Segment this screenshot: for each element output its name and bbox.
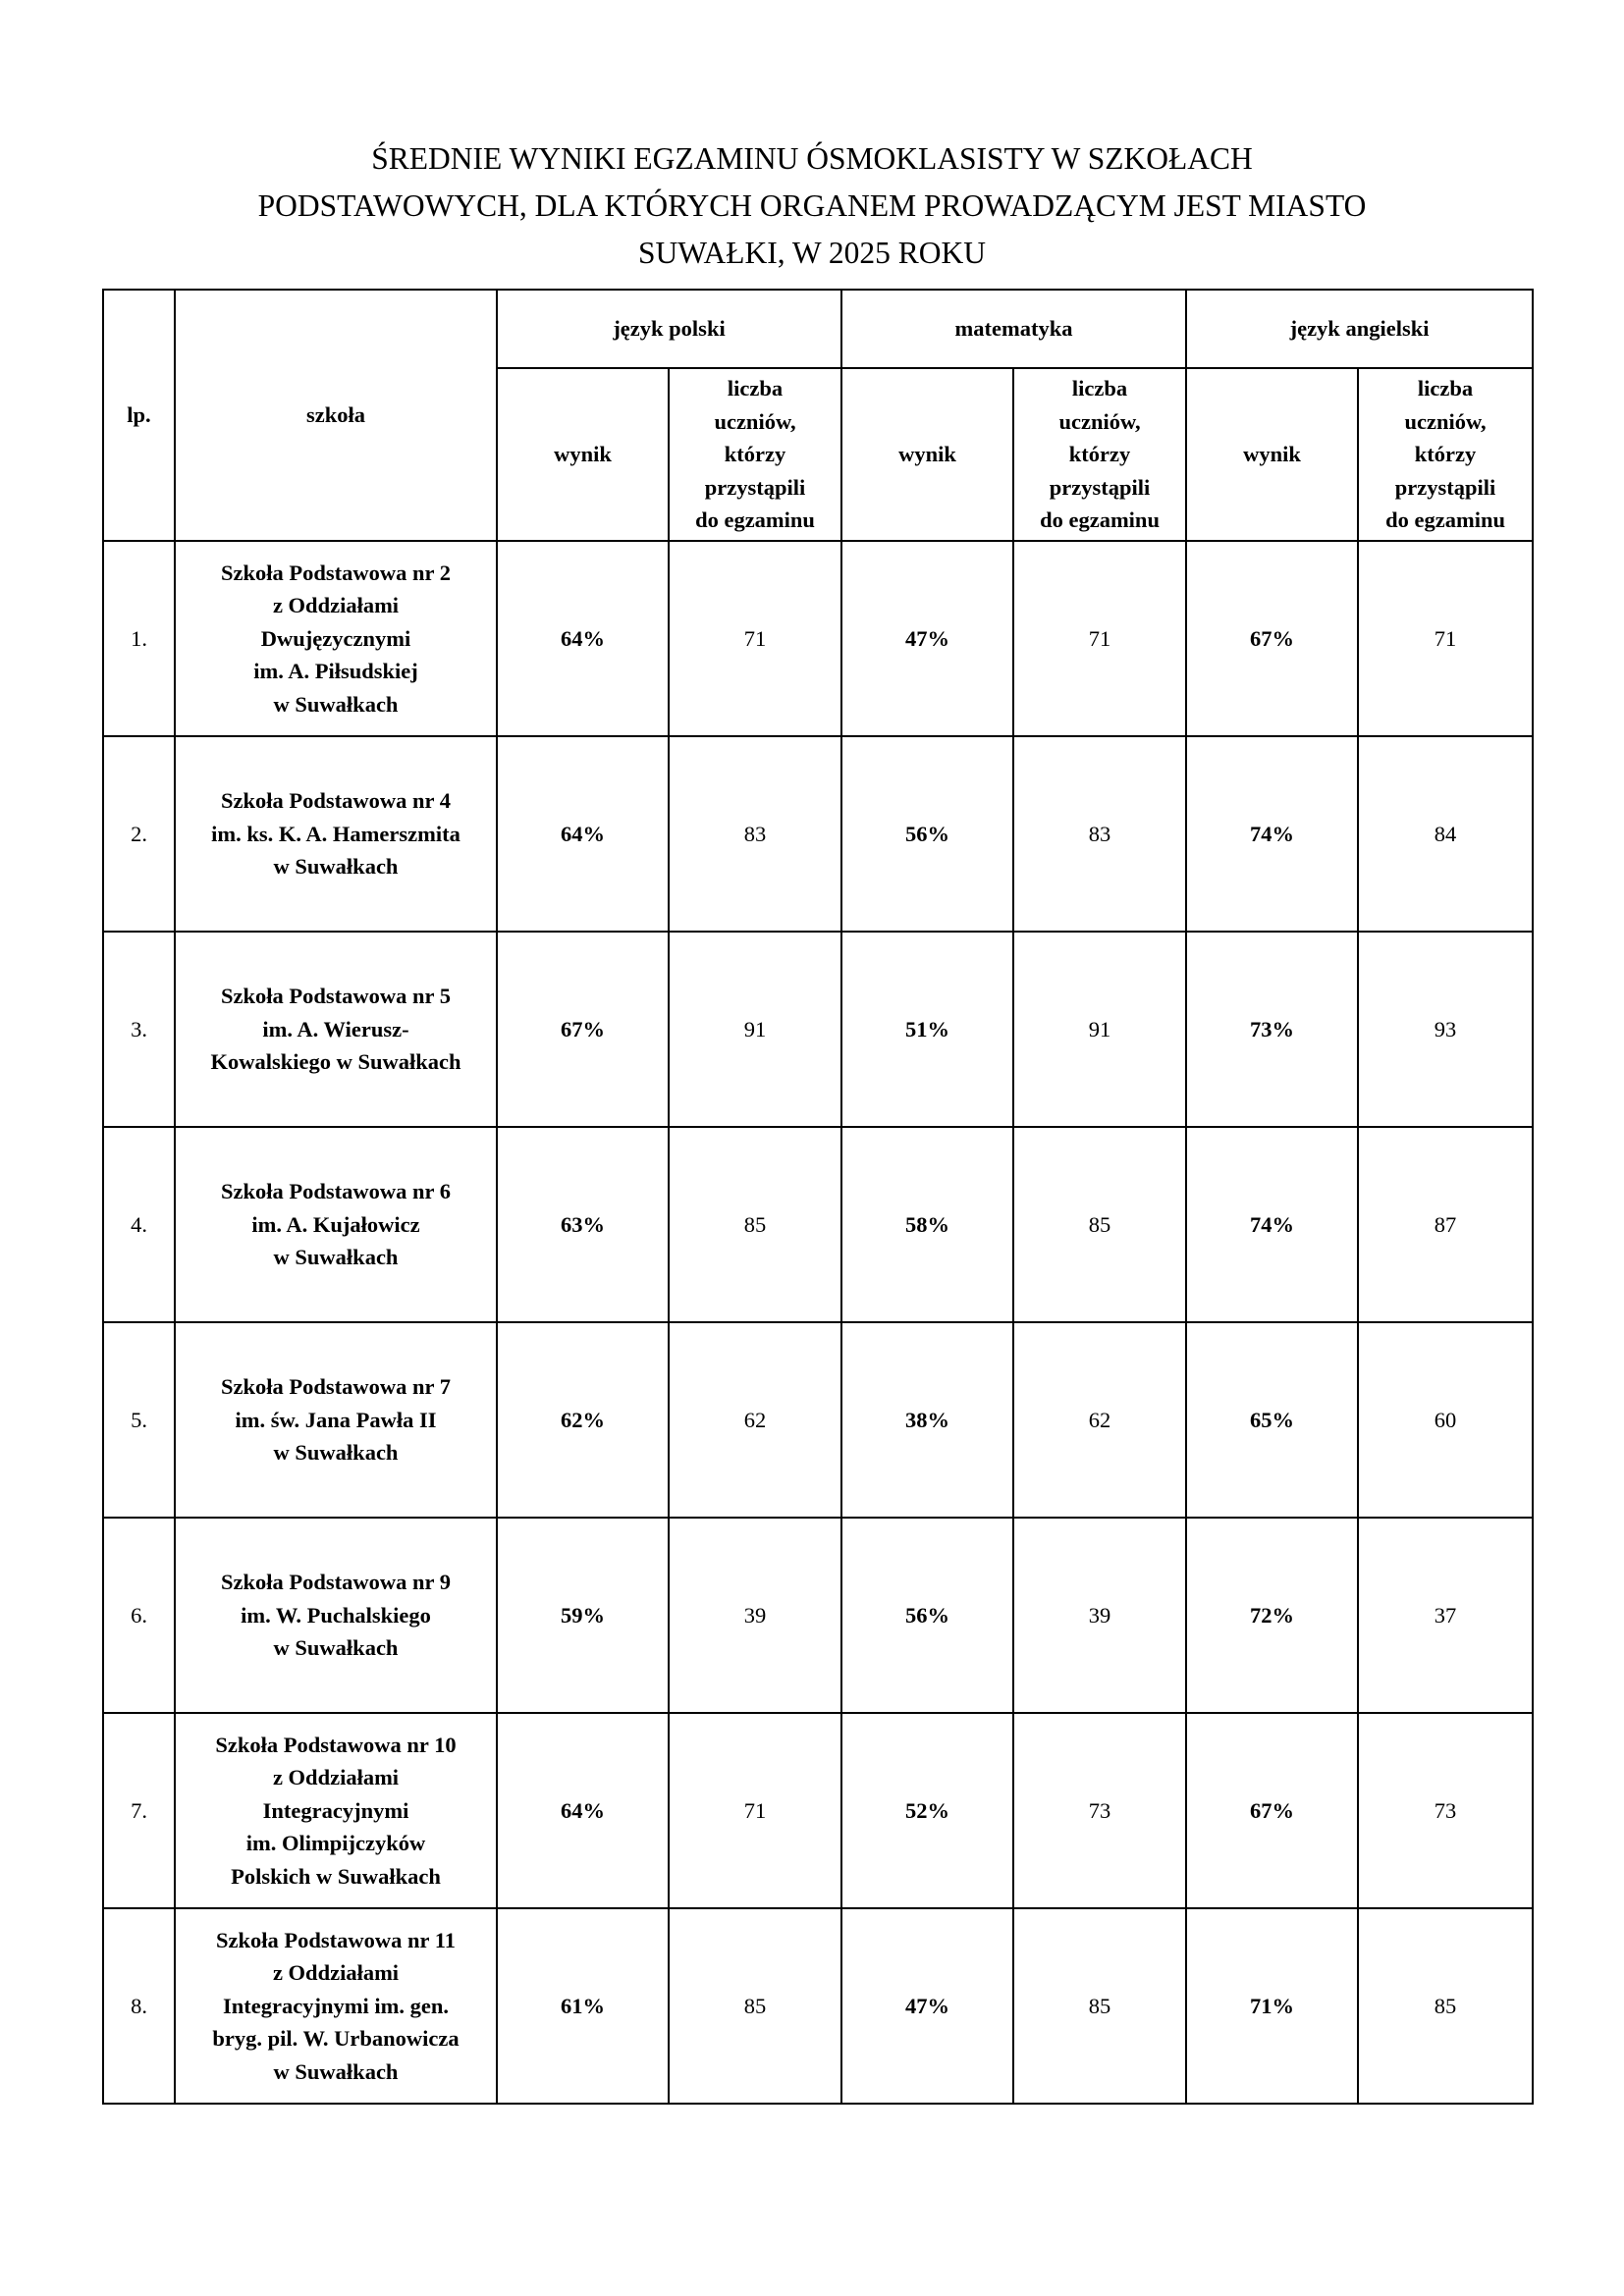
school-name: Szkoła Podstawowa nr 2 z Oddziałami Dwujęzycznymi im. A. Piłsudskiej w Suwałkach — [175, 541, 497, 736]
document-title — [0, 135, 1624, 277]
header-subject-math: matematyka — [841, 290, 1186, 368]
math-result: 56% — [841, 1518, 1013, 1713]
school-name: Szkoła Podstawowa nr 10 z Oddziałami Integracyjnymi im. Olimpijczyków Polskich w Suwałkach — [175, 1713, 497, 1908]
polish-result: 64% — [497, 541, 669, 736]
school-name: Szkoła Podstawowa nr 7 im. św. Jana Pawła II w Suwałkach — [175, 1322, 497, 1518]
polish-count: 85 — [669, 1127, 841, 1322]
math-count: 85 — [1013, 1908, 1186, 2104]
header-subject-polish: język polski — [497, 290, 841, 368]
math-result: 47% — [841, 541, 1013, 736]
header-result: wynik — [841, 368, 1013, 541]
math-result: 52% — [841, 1713, 1013, 1908]
row-number: 3. — [103, 932, 175, 1127]
polish-count: 71 — [669, 1713, 841, 1908]
header-count: liczba uczniów, którzy przystąpili do egzaminu — [669, 368, 841, 541]
title-line: ŚREDNIE WYNIKI EGZAMINU ÓSMOKLASISTY W SZKOŁACH — [371, 141, 1253, 176]
header-result: wynik — [497, 368, 669, 541]
table-row — [103, 736, 1533, 932]
english-result: 74% — [1186, 1127, 1358, 1322]
header-school: szkoła — [175, 290, 497, 541]
row-number: 1. — [103, 541, 175, 736]
math-count: 91 — [1013, 932, 1186, 1127]
table-row — [103, 1908, 1533, 2104]
english-count: 60 — [1358, 1322, 1533, 1518]
math-count: 71 — [1013, 541, 1186, 736]
polish-count: 71 — [669, 541, 841, 736]
row-number: 6. — [103, 1518, 175, 1713]
polish-count: 85 — [669, 1908, 841, 2104]
title-line: SUWAŁKI, W 2025 ROKU — [637, 236, 987, 270]
header-subject-english: język angielski — [1186, 290, 1533, 368]
english-result: 73% — [1186, 932, 1358, 1127]
row-number: 5. — [103, 1322, 175, 1518]
polish-result: 59% — [497, 1518, 669, 1713]
english-result: 72% — [1186, 1518, 1358, 1713]
math-result: 47% — [841, 1908, 1013, 2104]
english-result: 67% — [1186, 541, 1358, 736]
table-row — [103, 1127, 1533, 1322]
english-result: 74% — [1186, 736, 1358, 932]
school-name: Szkoła Podstawowa nr 9 im. W. Puchalskiego w Suwałkach — [175, 1518, 497, 1713]
english-count: 87 — [1358, 1127, 1533, 1322]
math-count: 83 — [1013, 736, 1186, 932]
polish-count: 62 — [669, 1322, 841, 1518]
header-lp: lp. — [103, 290, 175, 541]
math-result: 51% — [841, 932, 1013, 1127]
table-row — [103, 541, 1533, 736]
english-result: 67% — [1186, 1713, 1358, 1908]
english-count: 85 — [1358, 1908, 1533, 2104]
row-number: 4. — [103, 1127, 175, 1322]
row-number: 7. — [103, 1713, 175, 1908]
title-line: PODSTAWOWYCH, DLA KTÓRYCH ORGANEM PROWADZĄCYM JEST MIASTO — [257, 188, 1367, 223]
math-count: 73 — [1013, 1713, 1186, 1908]
table-row — [103, 1322, 1533, 1518]
polish-result: 64% — [497, 736, 669, 932]
polish-count: 39 — [669, 1518, 841, 1713]
row-number: 2. — [103, 736, 175, 932]
table-row — [103, 1713, 1533, 1908]
english-count: 84 — [1358, 736, 1533, 932]
english-count: 37 — [1358, 1518, 1533, 1713]
math-count: 39 — [1013, 1518, 1186, 1713]
results-table — [102, 289, 1534, 2105]
english-result: 71% — [1186, 1908, 1358, 2104]
school-name: Szkoła Podstawowa nr 11 z Oddziałami Integracyjnymi im. gen. bryg. pil. W. Urbanowicza w Suwałkach — [175, 1908, 497, 2104]
polish-count: 91 — [669, 932, 841, 1127]
polish-result: 63% — [497, 1127, 669, 1322]
header-row — [103, 290, 1533, 368]
polish-result: 64% — [497, 1713, 669, 1908]
school-name: Szkoła Podstawowa nr 6 im. A. Kujałowicz w Suwałkach — [175, 1127, 497, 1322]
polish-result: 67% — [497, 932, 669, 1127]
polish-count: 83 — [669, 736, 841, 932]
english-result: 65% — [1186, 1322, 1358, 1518]
english-count: 73 — [1358, 1713, 1533, 1908]
polish-result: 61% — [497, 1908, 669, 2104]
math-count: 62 — [1013, 1322, 1186, 1518]
math-result: 38% — [841, 1322, 1013, 1518]
header-result: wynik — [1186, 368, 1358, 541]
table-row — [103, 1518, 1533, 1713]
math-result: 56% — [841, 736, 1013, 932]
header-count: liczba uczniów, którzy przystąpili do egzaminu — [1013, 368, 1186, 541]
english-count: 93 — [1358, 932, 1533, 1127]
math-count: 85 — [1013, 1127, 1186, 1322]
header-count: liczba uczniów, którzy przystąpili do egzaminu — [1358, 368, 1533, 541]
polish-result: 62% — [497, 1322, 669, 1518]
row-number: 8. — [103, 1908, 175, 2104]
school-name: Szkoła Podstawowa nr 4 im. ks. K. A. Hamerszmita w Suwałkach — [175, 736, 497, 932]
english-count: 71 — [1358, 541, 1533, 736]
math-result: 58% — [841, 1127, 1013, 1322]
school-name: Szkoła Podstawowa nr 5 im. A. Wierusz- Kowalskiego w Suwałkach — [175, 932, 497, 1127]
table-row — [103, 932, 1533, 1127]
